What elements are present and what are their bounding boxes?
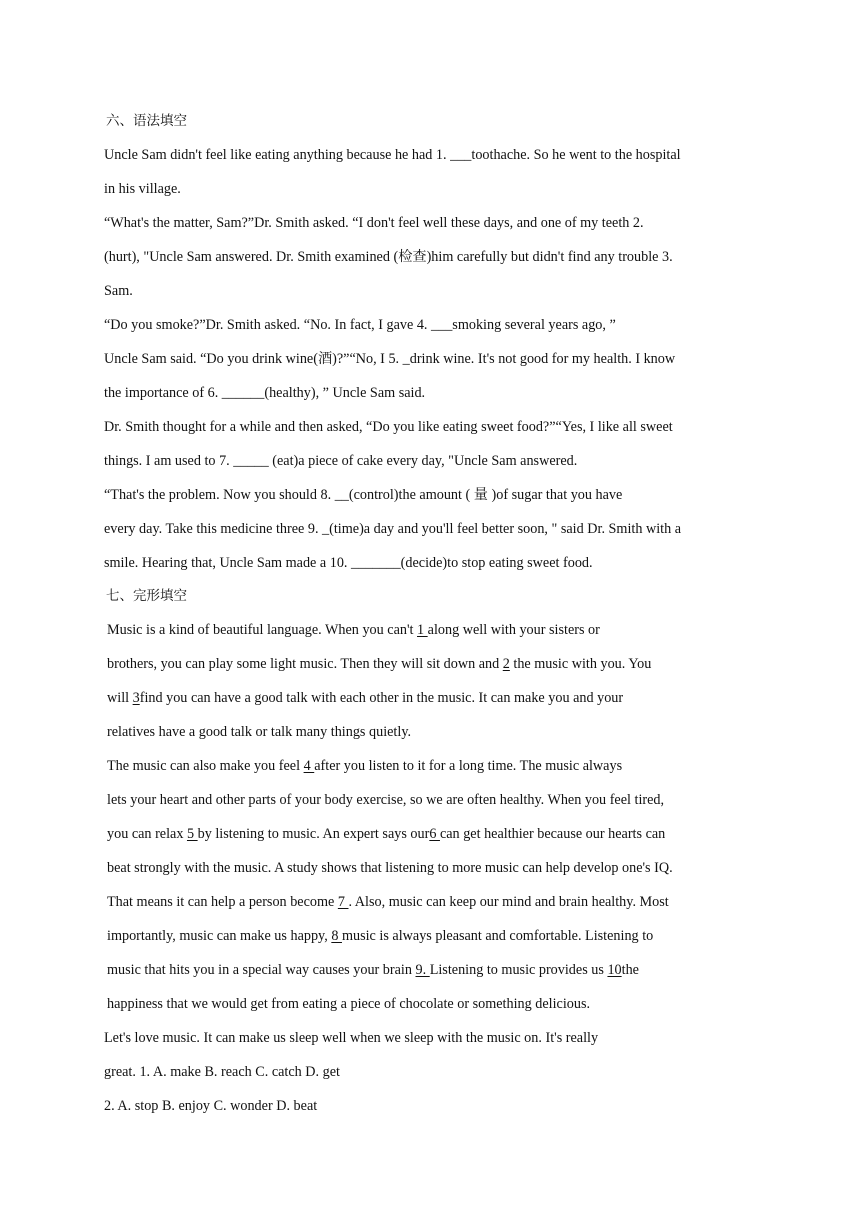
blank-1: 1 [417, 622, 428, 638]
grammar-text-line: in his village. [104, 181, 181, 197]
grammar-text-line: “What's the matter, Sam?”Dr. Smith asked. “I don't feel well these days, and one of my teeth 2. [104, 215, 644, 231]
cloze-text-line: importantly, music can make us happy, 8 music is always pleasant and comfortable. Listening to [107, 928, 654, 944]
section-heading-cloze: 七、完形填空 [106, 588, 187, 604]
question-2-options: 2. A. stop B. enjoy C. wonder D. beat [104, 1098, 318, 1114]
grammar-text-line: (hurt), "Uncle Sam answered. Dr. Smith examined (检查)him carefully but didn't find any trouble 3. [104, 249, 673, 265]
question-1-options: great. 1. A. make B. reach C. catch D. get [104, 1064, 340, 1080]
grammar-text-line: Sam. [104, 283, 133, 299]
cloze-text-line: The music can also make you feel 4 after you listen to it for a long time. The music always [107, 758, 623, 774]
cloze-text-line: brothers, you can play some light music. Then they will sit down and 2 the music with you. You [107, 656, 652, 672]
blank-9: 9. [415, 962, 430, 978]
grammar-text-line: “Do you smoke?”Dr. Smith asked. “No. In fact, I gave 4. ___smoking several years ago, ” [104, 317, 616, 333]
grammar-text-line: Uncle Sam said. “Do you drink wine(酒)?”“No, I 5. _drink wine. It's not good for my health. I know [104, 351, 676, 367]
cloze-text-line: music that hits you in a special way causes your brain 9. Listening to music provides us 10the [107, 962, 639, 978]
cloze-text-line: Let's love music. It can make us sleep well when we sleep with the music on. It's really [104, 1030, 599, 1046]
cloze-text-line: That means it can help a person become 7 . Also, music can keep our mind and brain healthy. Most [107, 894, 669, 910]
grammar-text-line: the importance of 6. ______(healthy), ” Uncle Sam said. [104, 385, 426, 401]
grammar-text-line: Uncle Sam didn't feel like eating anything because he had 1. ___toothache. So he went to the hospital [104, 147, 681, 163]
grammar-text-line: “That's the problem. Now you should 8. __(control)the amount ( 量 )of sugar that you have [104, 487, 623, 503]
blank-7: 7 [337, 894, 349, 910]
cloze-text-line: relatives have a good talk or talk many things quietly. [107, 724, 412, 740]
blank-5: 5 [186, 826, 198, 842]
grammar-text-line: Dr. Smith thought for a while and then asked, “Do you like eating sweet food?”“Yes, I like all sweet [104, 419, 673, 435]
blank-3: 3 [132, 690, 140, 706]
grammar-text-line: smile. Hearing that, Uncle Sam made a 10. _______(decide)to stop eating sweet food. [104, 555, 593, 571]
grammar-text-line: things. I am used to 7. _____ (eat)a piece of cake every day, "Uncle Sam answered. [104, 453, 578, 469]
cloze-text-line: lets your heart and other parts of your body exercise, so we are often healthy. When you feel tired, [107, 792, 665, 808]
blank-10: 10 [607, 962, 622, 978]
cloze-text-line: you can relax 5 by listening to music. An expert says our6 can get healthier because our hearts can [107, 826, 666, 842]
blank-8: 8 [331, 928, 342, 944]
cloze-text-line: happiness that we would get from eating a piece of chocolate or something delicious. [107, 996, 591, 1012]
section-heading-grammar: 六、语法填空 [106, 113, 187, 129]
cloze-text-line: Music is a kind of beautiful language. When you can't 1 along well with your sisters or [107, 622, 600, 638]
blank-2: 2 [502, 656, 510, 672]
blank-6: 6 [429, 826, 440, 842]
blank-4: 4 [303, 758, 315, 774]
grammar-text-line: every day. Take this medicine three 9. _(time)a day and you'll feel better soon, " said Dr. Smith with a [104, 521, 682, 537]
cloze-text-line: beat strongly with the music. A study shows that listening to more music can help develop one's IQ. [107, 860, 673, 876]
cloze-text-line: will 3find you can have a good talk with each other in the music. It can make you and your [107, 690, 624, 706]
